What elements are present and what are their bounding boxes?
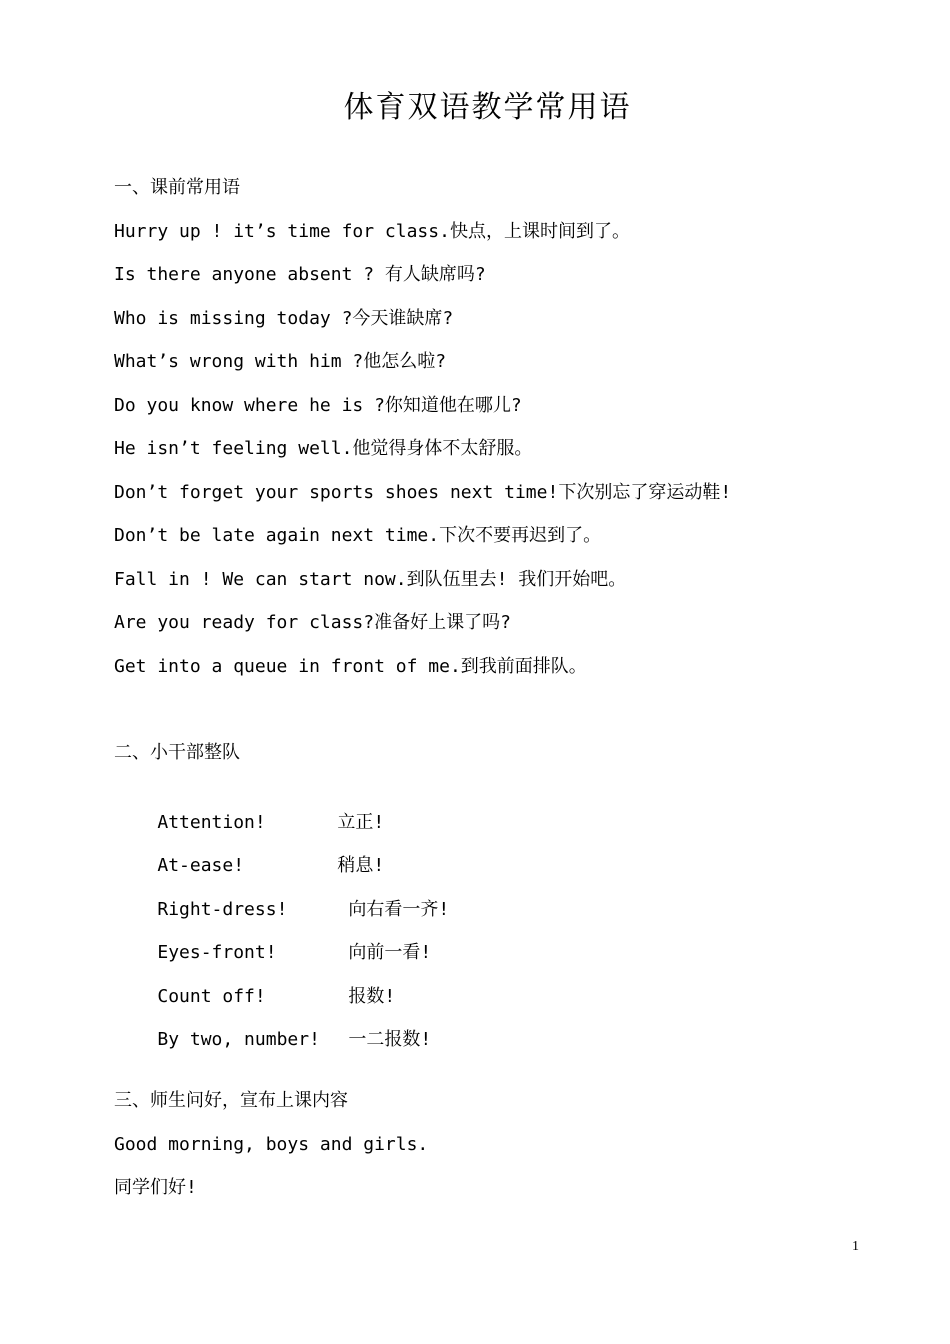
command-chinese: 向前一看!	[348, 942, 432, 963]
phrase-line: What’s wrong with him ?他怎么啦?	[114, 351, 447, 372]
section-heading-1: 一、课前常用语	[114, 177, 240, 198]
phrase-line: Is there anyone absent ? 有人缺席吗?	[114, 264, 486, 285]
phrase-line: Who is missing today ?今天谁缺席?	[114, 308, 454, 329]
phrase-line: He isn’t feeling well.他觉得身体不太舒服。	[114, 438, 533, 459]
command-chinese: 一二报数!	[348, 1029, 432, 1050]
phrase-line: Get into a queue in front of me.到我前面排队。	[114, 656, 587, 677]
command-english: By two, number!	[157, 1029, 320, 1050]
phrase-line: Do you know where he is ?你知道他在哪儿?	[114, 395, 522, 416]
section-heading-3: 三、师生问好，宣布上课内容	[114, 1090, 348, 1111]
command-english: At-ease!	[157, 855, 245, 876]
command-english: Right-dress!	[157, 899, 288, 920]
section-heading-2: 二、小干部整队	[114, 742, 240, 763]
command-chinese: 稍息!	[337, 855, 385, 876]
command-row	[114, 1001, 431, 1079]
command-chinese: 向右看一齐!	[348, 899, 450, 920]
phrase-line: Don’t forget your sports shoes next time!下次别忘了穿运动鞋!	[114, 482, 732, 503]
phrase-line: Are you ready for class?准备好上课了吗?	[114, 612, 511, 633]
command-english: Eyes-front!	[157, 942, 277, 963]
command-chinese: 立正!	[337, 812, 385, 833]
phrase-line: Good morning, boys and girls.	[114, 1134, 429, 1155]
command-english: Attention!	[157, 812, 266, 833]
command-chinese: 报数!	[348, 986, 396, 1007]
phrase-line: 同学们好!	[114, 1177, 197, 1198]
page-number: 1	[852, 1239, 859, 1254]
phrase-line: Hurry up ! it’s time for class.快点，上课时间到了。	[114, 221, 630, 242]
command-english: Count off!	[157, 986, 266, 1007]
phrase-line: Don’t be late again next time.下次不要再迟到了。	[114, 525, 602, 546]
phrase-line: Fall in ! We can start now.到队伍里去! 我们开始吧。	[114, 569, 627, 590]
page-title: 体育双语教学常用语	[343, 90, 632, 125]
